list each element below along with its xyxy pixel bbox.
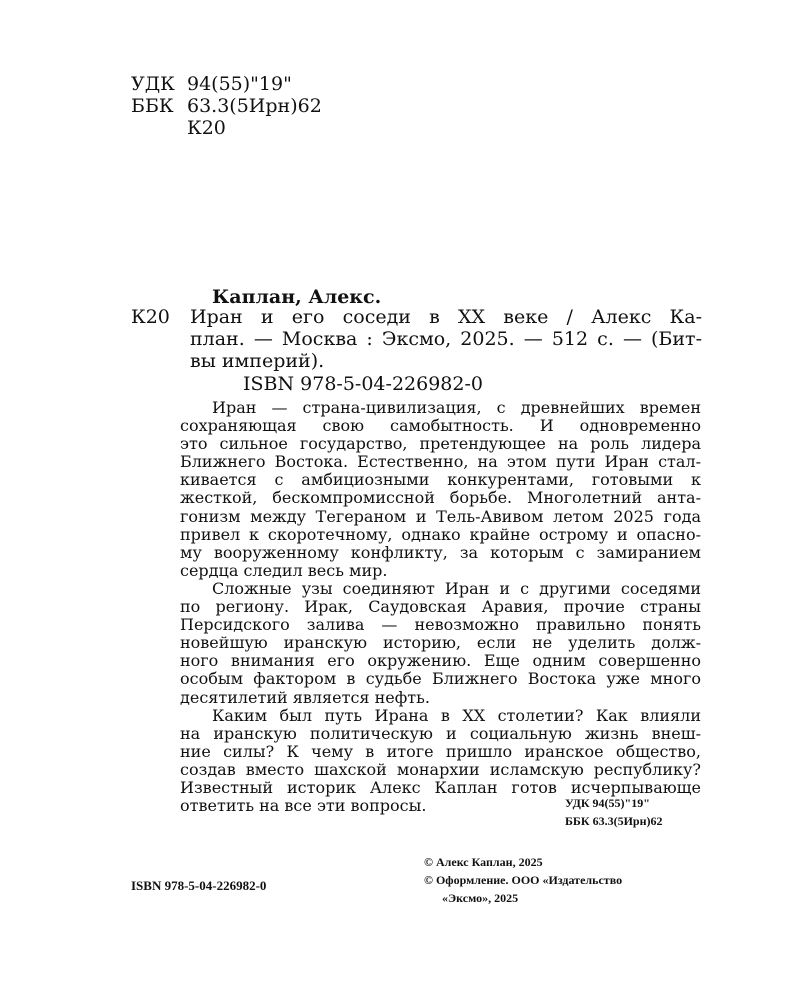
annotation-line: создав вместо шахской монархии исламскую республику? — [180, 759, 701, 779]
udk-value: 94(55)"19" — [187, 73, 292, 95]
annotation-line: Известный историк Алекс Каплан готов исчерпывающе — [180, 777, 701, 797]
annotation-line: Сложные узы соединяют Иран и с другими соседями — [212, 578, 701, 598]
isbn-bottom: ISBN 978-5-04-226982-0 — [131, 878, 267, 893]
index-block — [565, 794, 662, 830]
annotation-line: новейшую иранскую историю, если не уделить долж- — [180, 633, 701, 653]
annotation-line: Иран — страна-цивилизация, с древнейших времен — [212, 398, 701, 417]
annotation-line: ние силы? К чему в итоге пришло иранское общество, — [180, 741, 701, 761]
annotation-line: кивается с амбициозными конкурентами, готовыми к — [180, 470, 701, 490]
index-bbk: ББК 63.3(5Ирн)62 — [565, 814, 663, 828]
annotation-line: ного внимания его окружению. Еще одним совершенно — [180, 651, 701, 671]
copyright-publisher: «Эксмо», 2025 — [442, 891, 519, 905]
bib-line: Иран и его соседи в XX веке / Алекс Ка- — [190, 306, 702, 328]
annotation-line: сердца следил весь мир. — [180, 560, 388, 580]
index-udk: УДК 94(55)"19" — [565, 796, 650, 810]
annotation-line: гонизм между Тегераном и Тель-Авивом летом 2025 года — [180, 506, 701, 526]
author-heading: Каплан, Алекс. — [212, 286, 382, 308]
annotation-line: привел к скоротечному, однако крайне острому и опасно- — [180, 524, 701, 544]
bib-line: вы империй). — [190, 350, 325, 372]
bibliographic-description — [190, 306, 702, 372]
author-mark: К20 — [131, 306, 170, 328]
classification-block — [131, 73, 322, 139]
annotation-line: му вооруженному конфликту, за которым с замиранием — [180, 542, 701, 562]
annotation-line: десятилетий является нефть. — [180, 687, 430, 707]
copyright-author: © Алекс Каплан, 2025 — [424, 855, 543, 869]
annotation — [180, 399, 701, 815]
udk-label: УДК — [131, 73, 175, 95]
udk-row — [131, 73, 322, 95]
annotation-line: ответить на все эти вопросы. — [180, 796, 427, 816]
annotation-line: на иранскую политическую и социальную жизнь внеш- — [180, 723, 701, 743]
copyright-design: © Оформление. ООО «Издательство — [424, 873, 623, 887]
bib-line: план. — Москва : Эксмо, 2025. — 512 с. — (Бит- — [190, 328, 702, 350]
annotation-line: это сильное государство, претендующее на роль лидера — [180, 434, 701, 454]
annotation-line: Каким был путь Ирана в XX столетии? Как влияли — [212, 705, 701, 725]
annotation-line: Персидского залива — невозможно правильно понять — [180, 615, 701, 635]
annotation-line: особым фактором в судьбе Ближнего Востока уже много — [180, 669, 701, 689]
bbk-value: 63.3(5Ирн)62 — [187, 95, 322, 117]
bbk-label: ББК — [131, 95, 174, 117]
isbn-main: ISBN 978-5-04-226982-0 — [243, 373, 483, 395]
annotation-line: жесткой, бескомпромиссной борьбе. Многолетний анта- — [180, 488, 701, 508]
author-mark-top: К20 — [187, 117, 226, 139]
annotation-line: Ближнего Востока. Естественно, на этом пути Иран стал- — [180, 452, 701, 472]
bbk-row — [131, 95, 322, 117]
annotation-line: сохраняющая свою самобытность. И одновременно — [180, 416, 701, 436]
annotation-line: по региону. Ирак, Саудовская Аравия, прочие страны — [180, 597, 701, 617]
copyright-block — [424, 853, 622, 907]
